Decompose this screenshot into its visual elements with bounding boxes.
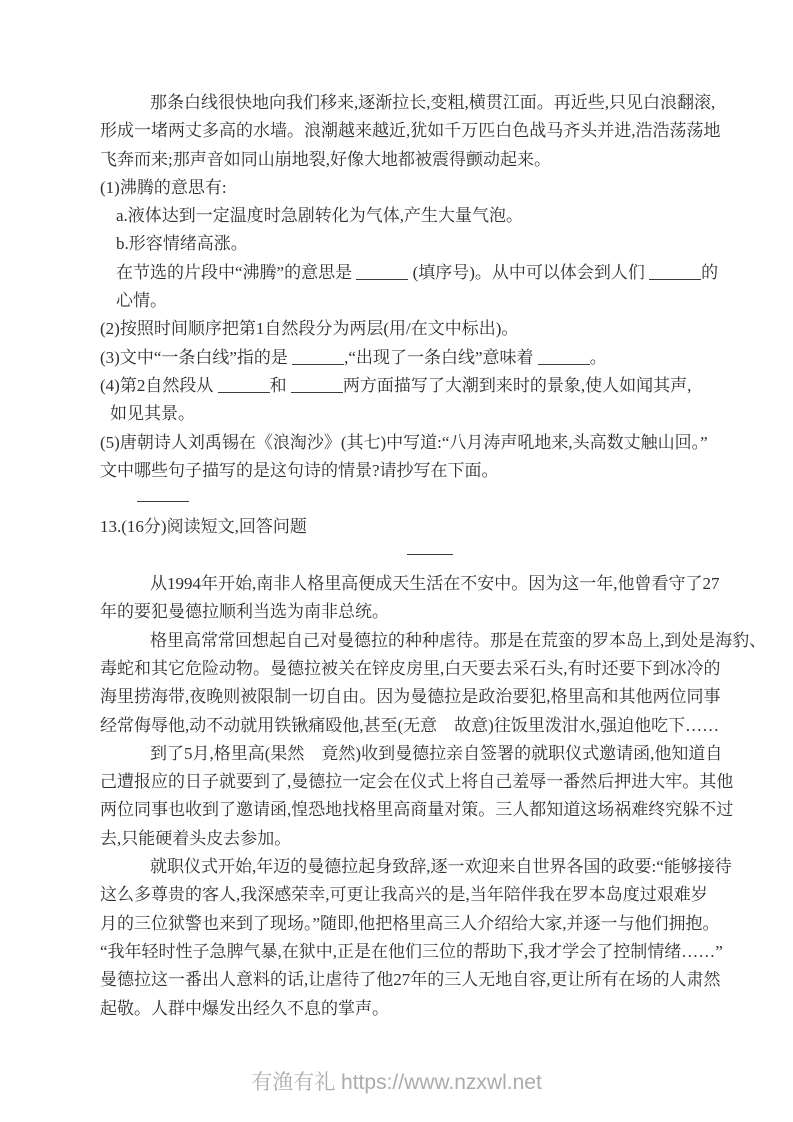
question-line: 文中哪些句子描写的是这句诗的情景?请抄写在下面。: [100, 460, 499, 480]
answer-rule-line: [137, 501, 189, 502]
passage-paragraph-1: [100, 570, 720, 627]
fill-in-blank: [218, 379, 270, 393]
passage-line: 就职仪式开始,年迈的曼德拉起身致辞,逐一欢迎来自世界各国的政要:“能够接待: [150, 857, 732, 877]
question-line: 在节选的片段中“沸腾”的意思是 (填序号)。从中可以体会到人们 的: [116, 262, 719, 282]
question-line: (2)按照时间顺序把第1自然段分为两层(用/在文中标出)。: [100, 319, 519, 339]
passage-line: 从1994年开始,南非人格里高便成天生活在不安中。因为这一年,他曾看守了27: [150, 574, 720, 594]
passage-line: 己遭报应的日子就要到了,曼德拉一定会在仪式上将自己羞辱一番然后押进大牢。其他: [100, 772, 734, 792]
passage-line: 格里高常常回想起自己对曼德拉的种种虐待。那是在荒蛮的罗本岛上,到处是海豹、: [150, 630, 767, 650]
question-line: a.液体达到一定温度时急剧转化为气体,产生大量气泡。: [116, 206, 524, 226]
excerpt-line: 飞奔而来;那声音如同山崩地裂,好像大地都被震得颤动起来。: [100, 149, 551, 169]
passage-line: 曼德拉这一番出人意料的话,让虐待了他27年的三人无地自容,更让所有在场的人肃然: [100, 970, 721, 990]
question-13-header: 13.(16分)阅读短文,回答问题: [100, 517, 307, 537]
question-line: (1)沸腾的意思有:: [100, 177, 227, 197]
passage-line: 月的三位狱警也来到了现场。”随即,他把格里高三人介绍给大家,并逐一与他们拥抱。: [100, 913, 720, 933]
passage-paragraph-2: [100, 627, 767, 740]
fill-in-blank: [292, 351, 344, 365]
worksheet-page: [100, 89, 767, 1023]
question-line: (3)文中“一条白线”指的是 ,“出现了一条白线”意味着 。: [100, 347, 607, 367]
passage-paragraph-4: [100, 853, 732, 1023]
passage-line: 年的要犯曼德拉顺利当选为南非总统。: [100, 602, 389, 622]
passage-line: 到了5月,格里高(果然 竟然)收到曼德拉亲自签署的就职仪式邀请函,他知道自: [150, 743, 723, 763]
fill-in-blank: [649, 266, 701, 280]
fill-in-blank: [538, 351, 590, 365]
question-line: 如见其景。: [110, 404, 195, 424]
question-1: [100, 174, 719, 315]
passage-line: “我年轻时性子急脾气暴,在狱中,正是在他们三位的帮助下,我才学会了控制情绪……”: [100, 941, 723, 961]
answer-blank-row: [100, 485, 691, 513]
fill-in-blank: [291, 379, 343, 393]
excerpt-line: 形成一堵两丈多高的水墙。浪潮越来越近,犹如千万匹白色战马齐头并进,浩浩荡荡地: [100, 121, 721, 141]
passage-line: 起敬。人群中爆发出经久不息的掌声。: [100, 998, 389, 1018]
fill-in-blank: [356, 266, 408, 280]
passage-paragraph-3: [100, 740, 734, 853]
excerpt-line: 那条白线很快地向我们移来,逐渐拉长,变粗,横贯江面。再近些,只见白浪翻滚,: [150, 93, 716, 112]
site-watermark: 有渔有礼 https://www.nzxwl.net: [251, 1071, 542, 1094]
question-line: 心情。: [116, 291, 167, 311]
question-5: [100, 429, 708, 486]
passage-line: 毒蛇和其它危险动物。曼德拉被关在锌皮房里,白天要去采石头,有时还要下到冰冷的: [100, 658, 721, 678]
passage-line: 经常侮辱他,动不动就用铁锹痛殴他,甚至(无意 故意)往饭里泼泔水,强迫他吃下……: [100, 715, 720, 735]
question-line: (4)第2自然段从 和 两方面描写了大潮到来时的景象,使人如闻其声,: [100, 375, 692, 395]
title-blank-row: [100, 542, 691, 570]
reading-excerpt-section: [100, 89, 721, 174]
question-3: [100, 344, 691, 372]
question-line: b.形容情绪高涨。: [116, 234, 248, 254]
question-4: [100, 372, 691, 429]
passage-line: 海里捞海带,夜晚则被限制一切自由。因为曼德拉是政治要犯,格里高和其他两位同事: [100, 687, 721, 707]
passage-line: 去,只能硬着头皮去参加。: [100, 828, 292, 848]
question-line: (5)唐朝诗人刘禹锡在《浪淘沙》(其七)中写道:“八月涛声吼地来,头高数丈触山回。”: [100, 432, 708, 452]
passage-line: 两位同事也收到了邀请函,惶恐地找格里高商量对策。三人都知道这场祸难终究躲不过: [100, 800, 734, 820]
question-2: [100, 315, 691, 343]
passage-line: 这么多尊贵的客人,我深感荣幸,可更让我高兴的是,当年陪伴我在罗本岛度过艰难岁: [100, 885, 708, 905]
title-blank-line: [407, 554, 453, 555]
